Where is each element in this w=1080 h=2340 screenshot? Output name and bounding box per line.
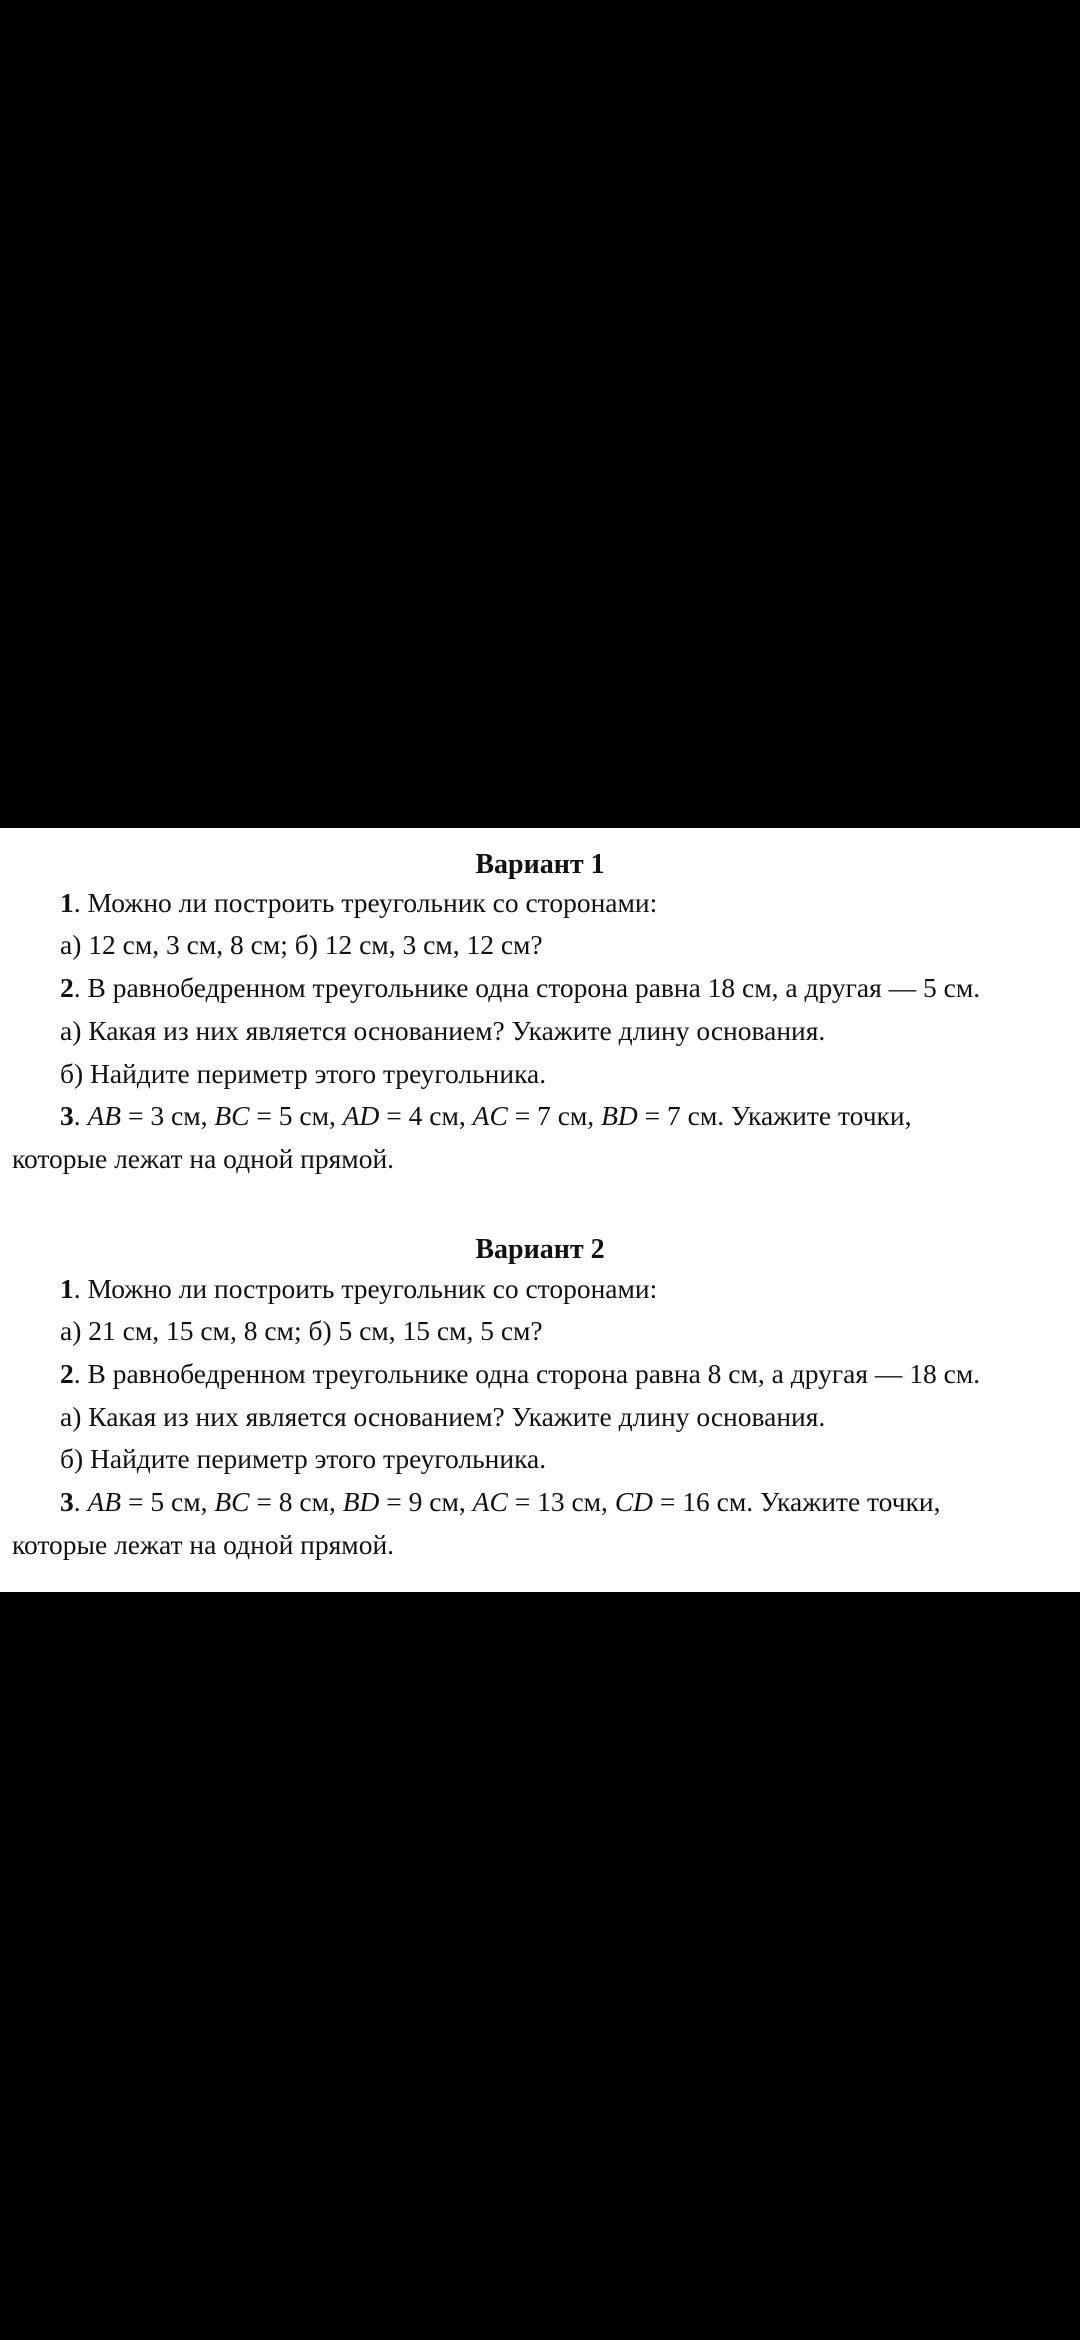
task-text: = 4 см, [379,1100,473,1131]
task-text: = 5 см, [121,1486,215,1517]
task-text: = 7 см. Укажите точки, [637,1100,912,1131]
segment-label: BC [214,1486,250,1517]
segment-label: AB [87,1486,122,1517]
segment-label: AC [472,1486,508,1517]
segment-label: CD [614,1486,654,1517]
v2-task-2a [0,1400,1080,1434]
task-text: = 9 см, [379,1486,473,1517]
task-text: б) Найдите периметр этого треугольника. [60,1058,547,1089]
v2-task-1-options [0,1314,1080,1348]
v2-task-1 [0,1272,1080,1306]
v2-task-2 [0,1357,1080,1391]
task-text: . Можно ли построить треугольник со сторонами: [73,887,658,918]
task-number: 3 [60,1486,74,1517]
task-number: 3 [60,1100,74,1131]
task-text: а) Какая из них является основанием? Укажите длину основания. [60,1401,826,1432]
segment-label: AB [87,1100,122,1131]
task-text: . [73,1100,88,1131]
task-text: б) Найдите периметр этого треугольника. [60,1443,547,1474]
task-text: = 16 см. Укажите точки, [653,1486,941,1517]
segment-label: AC [472,1100,508,1131]
segment-label: BC [214,1100,250,1131]
task-number: 2 [60,1358,74,1389]
v2-task-3-cont [0,1528,1080,1562]
task-text: . Можно ли построить треугольник со сторонами: [73,1273,658,1304]
v1-task-1 [0,886,1080,920]
v1-task-3-cont [0,1142,1080,1176]
task-text: = 3 см, [121,1100,215,1131]
v1-task-2a [0,1014,1080,1048]
variant-2-title: Вариант 2 [475,1234,605,1265]
task-text: = 5 см, [249,1100,343,1131]
task-text: . [73,1486,88,1517]
task-text: а) 12 см, 3 см, 8 см; б) 12 см, 3 см, 12 см? [60,929,543,960]
task-text: . В равнобедренном треугольнике одна сторона равна 18 см, а другая — 5 см. [73,972,981,1003]
document-page [0,828,1080,1592]
segment-label: BD [342,1486,380,1517]
segment-label: BD [601,1100,638,1131]
task-text: которые лежат на одной прямой. [12,1529,395,1560]
v1-task-2 [0,971,1080,1005]
task-text: а) Какая из них является основанием? Укажите длину основания. [60,1015,826,1046]
v1-task-2b [0,1057,1080,1091]
task-text: = 7 см, [507,1100,602,1131]
task-text: = 8 см, [249,1486,343,1517]
v2-task-3 [0,1485,1080,1519]
segment-label: AD [342,1100,380,1131]
task-text: которые лежат на одной прямой. [12,1143,395,1174]
task-text: . В равнобедренном треугольнике одна сторона равна 8 см, а другая — 18 см. [73,1358,981,1389]
v2-task-2b [0,1442,1080,1476]
v1-task-3 [0,1099,1080,1133]
task-number: 2 [60,972,74,1003]
task-number: 1 [60,887,74,918]
task-number: 1 [60,1273,74,1304]
task-text: а) 21 см, 15 см, 8 см; б) 5 см, 15 см, 5 см? [60,1315,543,1346]
v1-task-1-options [0,928,1080,962]
task-text: = 13 см, [507,1486,615,1517]
variant-1-title: Вариант 1 [475,849,605,880]
